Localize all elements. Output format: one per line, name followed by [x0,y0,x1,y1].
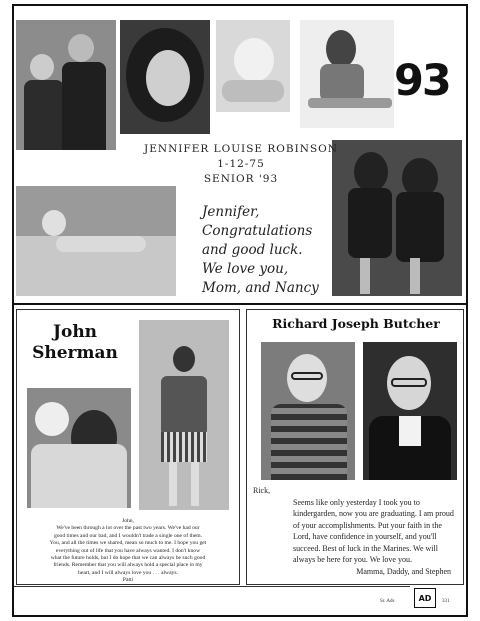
name-line: Sherman [32,343,118,363]
yearbook-page [12,4,468,617]
message-signature: Patti [122,577,134,584]
photo-child-pool [16,186,176,296]
photo-couple-standing [139,320,229,510]
message-line: everything out of life that you have always wanted. I don't know [55,547,201,554]
senior-three-ad [246,309,464,585]
photo-children-outdoors [16,20,116,150]
message-line: friends. Remember that you will always hold a special place in my [53,562,203,569]
message-body: Seems like only yesterday I took you to kindergarden, now you are graduating. I am proud of your accomplishments. Put your faith in the Lord, have confidence in yourself, and you'll succeed. Best of luck in the Marines. We will always be here for you. We love you. [293,497,454,564]
footer-section-label: Sr. Ads [380,599,395,604]
page-number: 331 [442,599,450,604]
section-divider [14,303,466,305]
senior-two-message [19,518,237,585]
photo-couple-closeup [27,388,131,508]
senior-one-class: SENIOR '93 [203,173,279,185]
footer-rule [14,586,410,587]
name-line: John [52,322,98,342]
senior-three-name: Richard Joseph Butcher [272,316,440,331]
photo-portrait-senior-one [120,20,210,134]
message-signature: Mamma, Daddy, and Stephen [356,566,451,576]
message-line: and good luck. [202,242,303,258]
senior-two-name [25,322,125,364]
senior-one-message [202,203,347,298]
senior-three-message [253,485,461,577]
message-line: We love you, [202,261,289,277]
message-line: heart, and I will always love you . . . always. [78,569,178,576]
photo-two-women [332,140,462,296]
message-line: what the future holds, but I do hope that we can always be such good [50,555,206,562]
message-line: We've been through a lot over the past two years. We've had our [56,525,200,532]
yearbook-logo: AD [414,588,436,608]
message-line: John, [122,518,134,524]
message-line: Mom, and Nancy [202,280,319,296]
class-year-badge: 93 [394,56,450,106]
message-line: Jennifer, [202,204,260,220]
photo-seated-pose [300,20,394,128]
photo-child-glasses [261,342,355,480]
photo-senior-tuxedo [363,342,457,480]
senior-one-birthdate: 1-12-75 [217,158,265,170]
photo-baby [216,20,290,112]
page-footer [14,585,466,615]
senior-one-name: JENNIFER LOUISE ROBINSON [144,143,338,155]
senior-two-ad [16,309,240,585]
senior-one-caption [132,142,350,187]
message-line: Congratulations [202,223,313,239]
message-line: You, and all the times we shared, mean so much to me. I hope you get [49,540,207,547]
message-greeting: Rick, [253,486,271,495]
message-line: good times and our bad, and I wouldn't trade a single one of them. [53,532,203,539]
